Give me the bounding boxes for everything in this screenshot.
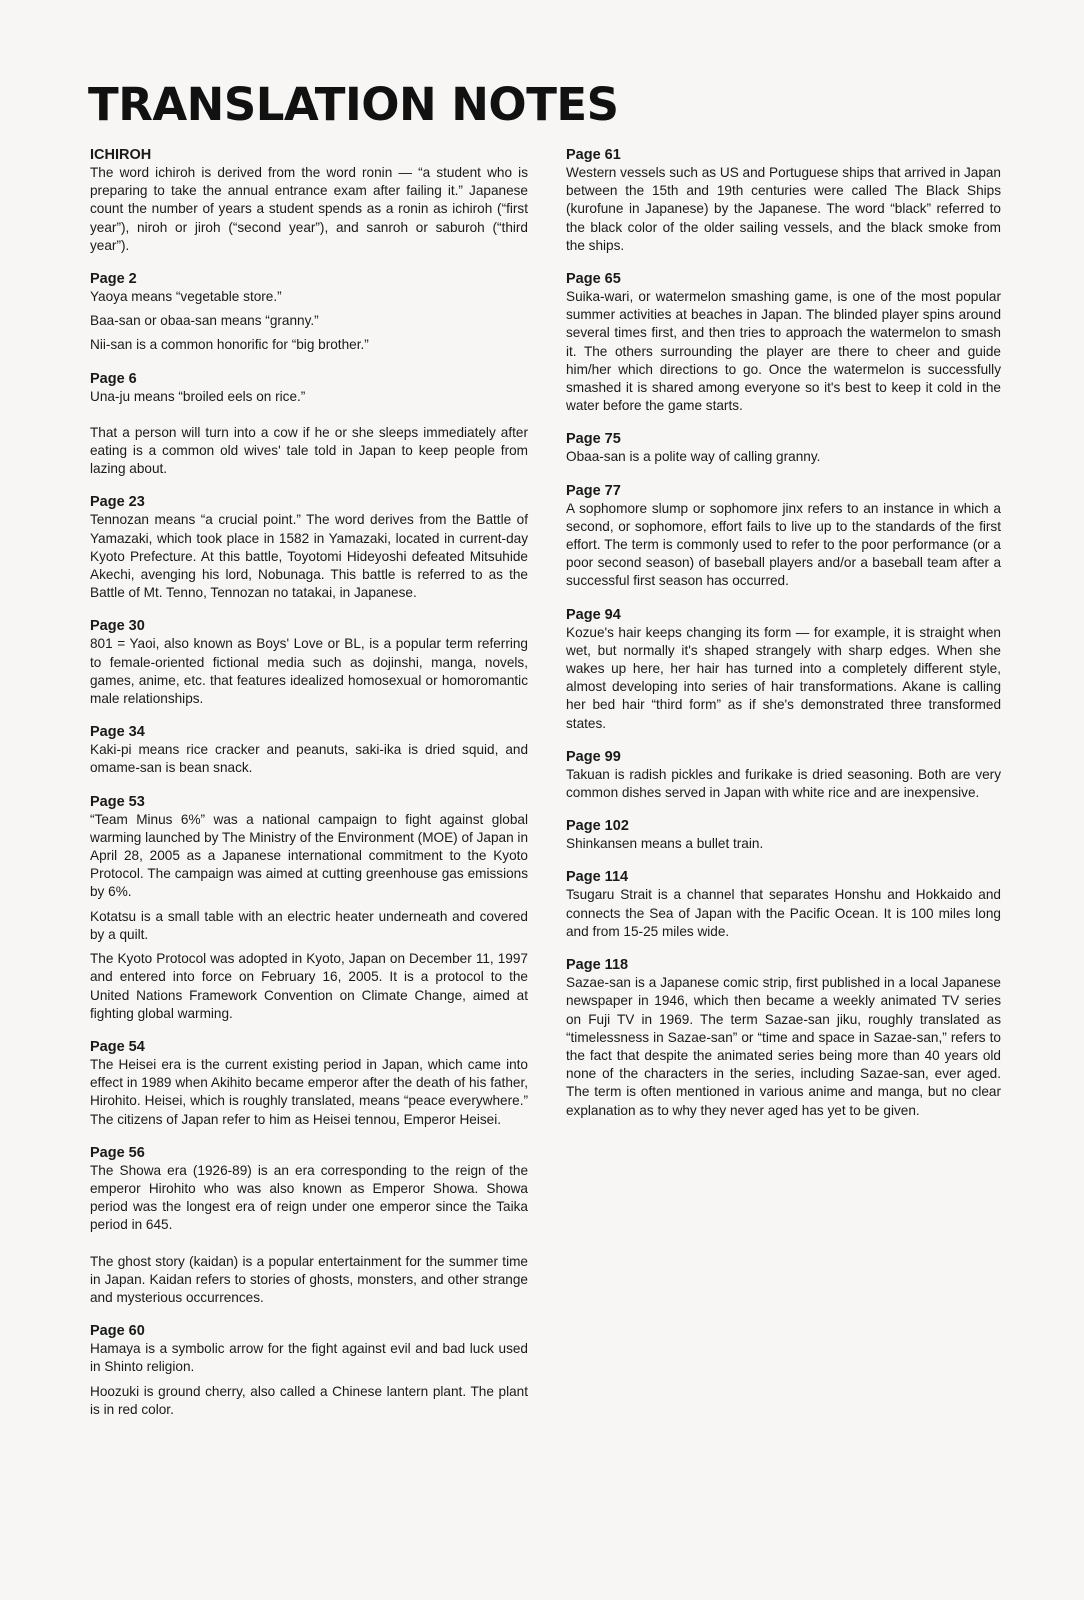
note-paragraph: “Team Minus 6%” was a national campaign to fight against global warming launched by The Ministry of the Environment (MOE) of Japan in April 28, 2005 as a Japanese international commitment to the Kyoto Protocol. The campaign was aimed at cutting greenhouse gas emissions by 6%. <box>90 811 528 900</box>
section-heading: Page 23 <box>90 494 145 511</box>
note-section <box>90 793 528 1023</box>
note-section <box>90 146 528 255</box>
note-section <box>90 270 528 355</box>
note-paragraph: Kozue's hair keeps changing its form — for example, it is straight when wet, but normally it's shaped strangely with sharp edges. When she wakes up here, her hair has turned into a completely different style, almost developing into series of hair transformations. Akane is calling her bed hair “third form” as if she's demonstrated three transformed states. <box>566 624 1001 731</box>
section-heading: Page 2 <box>90 271 137 288</box>
note-paragraph: The Kyoto Protocol was adopted in Kyoto, Japan on December 11, 1997 and entered into force on February 16, 2005. It is a protocol to the United Nations Framework Convention on Climate Change, aimed at fighting global warming. <box>90 951 528 1021</box>
note-paragraph: Baa-san or obaa-san means “granny.” <box>90 313 319 329</box>
note-paragraph: Suika-wari, or watermelon smashing game, is one of the most popular summer activities at beaches in Japan. The blinded player spins around several times first, and then tries to approach the watermelon to smash it. The others surrounding the player are there to cheer and guide him/her which directions to go. Once the watermelon is successfully smashed it is shared among everyone so it's best to keep it cold in the water before the game starts. <box>566 289 1001 414</box>
section-heading: ICHIROH <box>90 147 152 163</box>
section-heading: Page 34 <box>90 724 145 741</box>
section-heading: Page 75 <box>566 431 621 448</box>
note-paragraph: Hamaya is a symbolic arrow for the fight against evil and bad luck used in Shinto religion. <box>90 1341 528 1375</box>
note-paragraph: Hoozuki is ground cherry, also called a Chinese lantern plant. The plant is in red color. <box>90 1383 528 1417</box>
note-paragraph: Nii-san is a common honorific for “big brother.” <box>90 337 369 353</box>
note-paragraph: The Showa era (1926-89) is an era corresponding to the reign of the emperor Hirohito who was also known as Emperor Showa. Showa period was the longest era of reign under one emperor since the Taika period in 645. <box>90 1162 528 1233</box>
section-heading: Page 60 <box>90 1323 145 1340</box>
note-section <box>566 606 1001 733</box>
section-heading: Page 102 <box>566 818 629 835</box>
section-heading: Page 56 <box>90 1144 145 1161</box>
section-heading: Page 114 <box>566 869 629 886</box>
section-heading: Page 61 <box>566 147 621 163</box>
note-paragraph: A sophomore slump or sophomore jinx refers to an instance in which a second, or sophomore, effort fails to live up to the standards of the first effort. The term is commonly used to refer to the poor performance (or a poor second season) of baseball players and/or a baseball team after a successful first season has occurred. <box>566 500 1001 589</box>
note-section <box>566 748 1001 802</box>
page-title: TRANSLATION NOTES <box>88 78 619 131</box>
section-heading: Page 94 <box>566 606 621 623</box>
note-section <box>90 370 528 479</box>
note-section <box>566 868 1001 941</box>
note-section <box>566 956 1001 1120</box>
section-heading: Page 53 <box>90 793 145 810</box>
note-paragraph: Una-ju means “broiled eels on rice.” <box>90 388 306 404</box>
note-paragraph: Western vessels such as US and Portuguese ships that arrived in Japan between the 15th and 19th centuries were called The Black Ships (kurofune in Japanese) by the Japanese. The word “black” referred to the black color of the older sailing vessels, and the black smoke from the ships. <box>566 165 1001 253</box>
note-paragraph: The ghost story (kaidan) is a popular entertainment for the summer time in Japan. Kaidan refers to stories of ghosts, monsters, and other strange and mysterious occurrences. <box>90 1253 528 1305</box>
note-section <box>566 482 1001 591</box>
note-section <box>566 146 1001 255</box>
note-paragraph: Tennozan means “a crucial point.” The word derives from the Battle of Yamazaki, which took place in 1582 in Yamazaki, located in current-day Kyoto Prefecture. At this battle, Toyotomi Hideyoshi defeated Mitsuhide Akechi, avenging his lord, Nobunaga. This battle is referred to as the Battle of Mt. Tenno, Tennozan no tatakai, in Japanese. <box>90 512 528 601</box>
note-paragraph: Yaoya means “vegetable store.” <box>90 289 282 305</box>
note-paragraph: Tsugaru Strait is a channel that separates Honshu and Hokkaido and connects the Sea of Japan with the Pacific Ocean. It is 100 miles long and from 15-25 miles wide. <box>566 887 1001 939</box>
note-section <box>90 617 528 708</box>
note-paragraph: The Heisei era is the current existing period in Japan, which came into effect in 1989 when Akihito became emperor after the death of his father, Hirohito. Heisei, which is roughly translated, means “peace everywhere.” The citizens of Japan refer to him as Heisei tennou, Emperor Heisei. <box>90 1056 528 1127</box>
note-section <box>90 723 528 777</box>
section-heading: Page 99 <box>566 748 621 765</box>
note-paragraph: That a person will turn into a cow if he or she sleeps immediately after eating is a common old wives' tale told in Japan to keep people from lazing about. <box>90 424 528 477</box>
note-paragraph: Kaki-pi means rice cracker and peanuts, saki-ika is dried squid, and omame-san is bean snack. <box>90 742 528 776</box>
note-paragraph: Takuan is radish pickles and furikake is dried seasoning. Both are very common dishes served in Japan with white rice and are inexpensive. <box>566 766 1001 801</box>
section-heading: Page 6 <box>90 370 137 387</box>
note-paragraph: The word ichiroh is derived from the word ronin — “a student who is preparing to take the annual entrance exam after failing it.” Japanese count the number of years a student spends as a ronin as ichiroh (“first year”), niroh or jiroh (“second year”), and sanroh or saburoh (“third year”). <box>90 165 528 253</box>
note-section <box>90 1322 528 1419</box>
note-paragraph: Obaa-san is a polite way of calling granny. <box>566 449 821 465</box>
note-paragraph: Kotatsu is a small table with an electric heater underneath and covered by a quilt. <box>90 908 528 942</box>
right-column <box>566 146 1001 1120</box>
section-heading: Page 54 <box>90 1038 145 1055</box>
note-section <box>90 1144 528 1307</box>
note-section <box>90 1038 528 1129</box>
note-section <box>566 817 1001 853</box>
note-paragraph: Shinkansen means a bullet train. <box>566 836 764 852</box>
section-heading: Page 77 <box>566 482 621 499</box>
note-paragraph: Sazae-san is a Japanese comic strip, first published in a local Japanese newspaper in 1946, which then became a weekly animated TV series on Fuji TV in 1969. The term Sazae-san jiku, roughly translated as “timelessness in Sazae-san” or “time and space in Sazae-san,” refers to the fact that despite the animated series being more than 40 years old none of the characters in the series, including Sazae-san, ever aged. The term is often mentioned in various anime and manga, but no clear explanation as to why they never aged has yet to be given. <box>566 975 1001 1118</box>
note-section <box>566 270 1001 415</box>
section-heading: Page 65 <box>566 271 621 288</box>
note-paragraph: 801 = Yaoi, also known as Boys' Love or BL, is a popular term referring to female-oriented fictional media such as dojinshi, manga, novels, games, anime, etc. that features idealized homosexual or homoromantic male relationships. <box>90 636 528 707</box>
section-heading: Page 30 <box>90 618 145 635</box>
note-section <box>90 493 528 602</box>
note-section <box>566 430 1001 466</box>
section-heading: Page 118 <box>566 957 629 974</box>
left-column <box>90 146 528 1419</box>
